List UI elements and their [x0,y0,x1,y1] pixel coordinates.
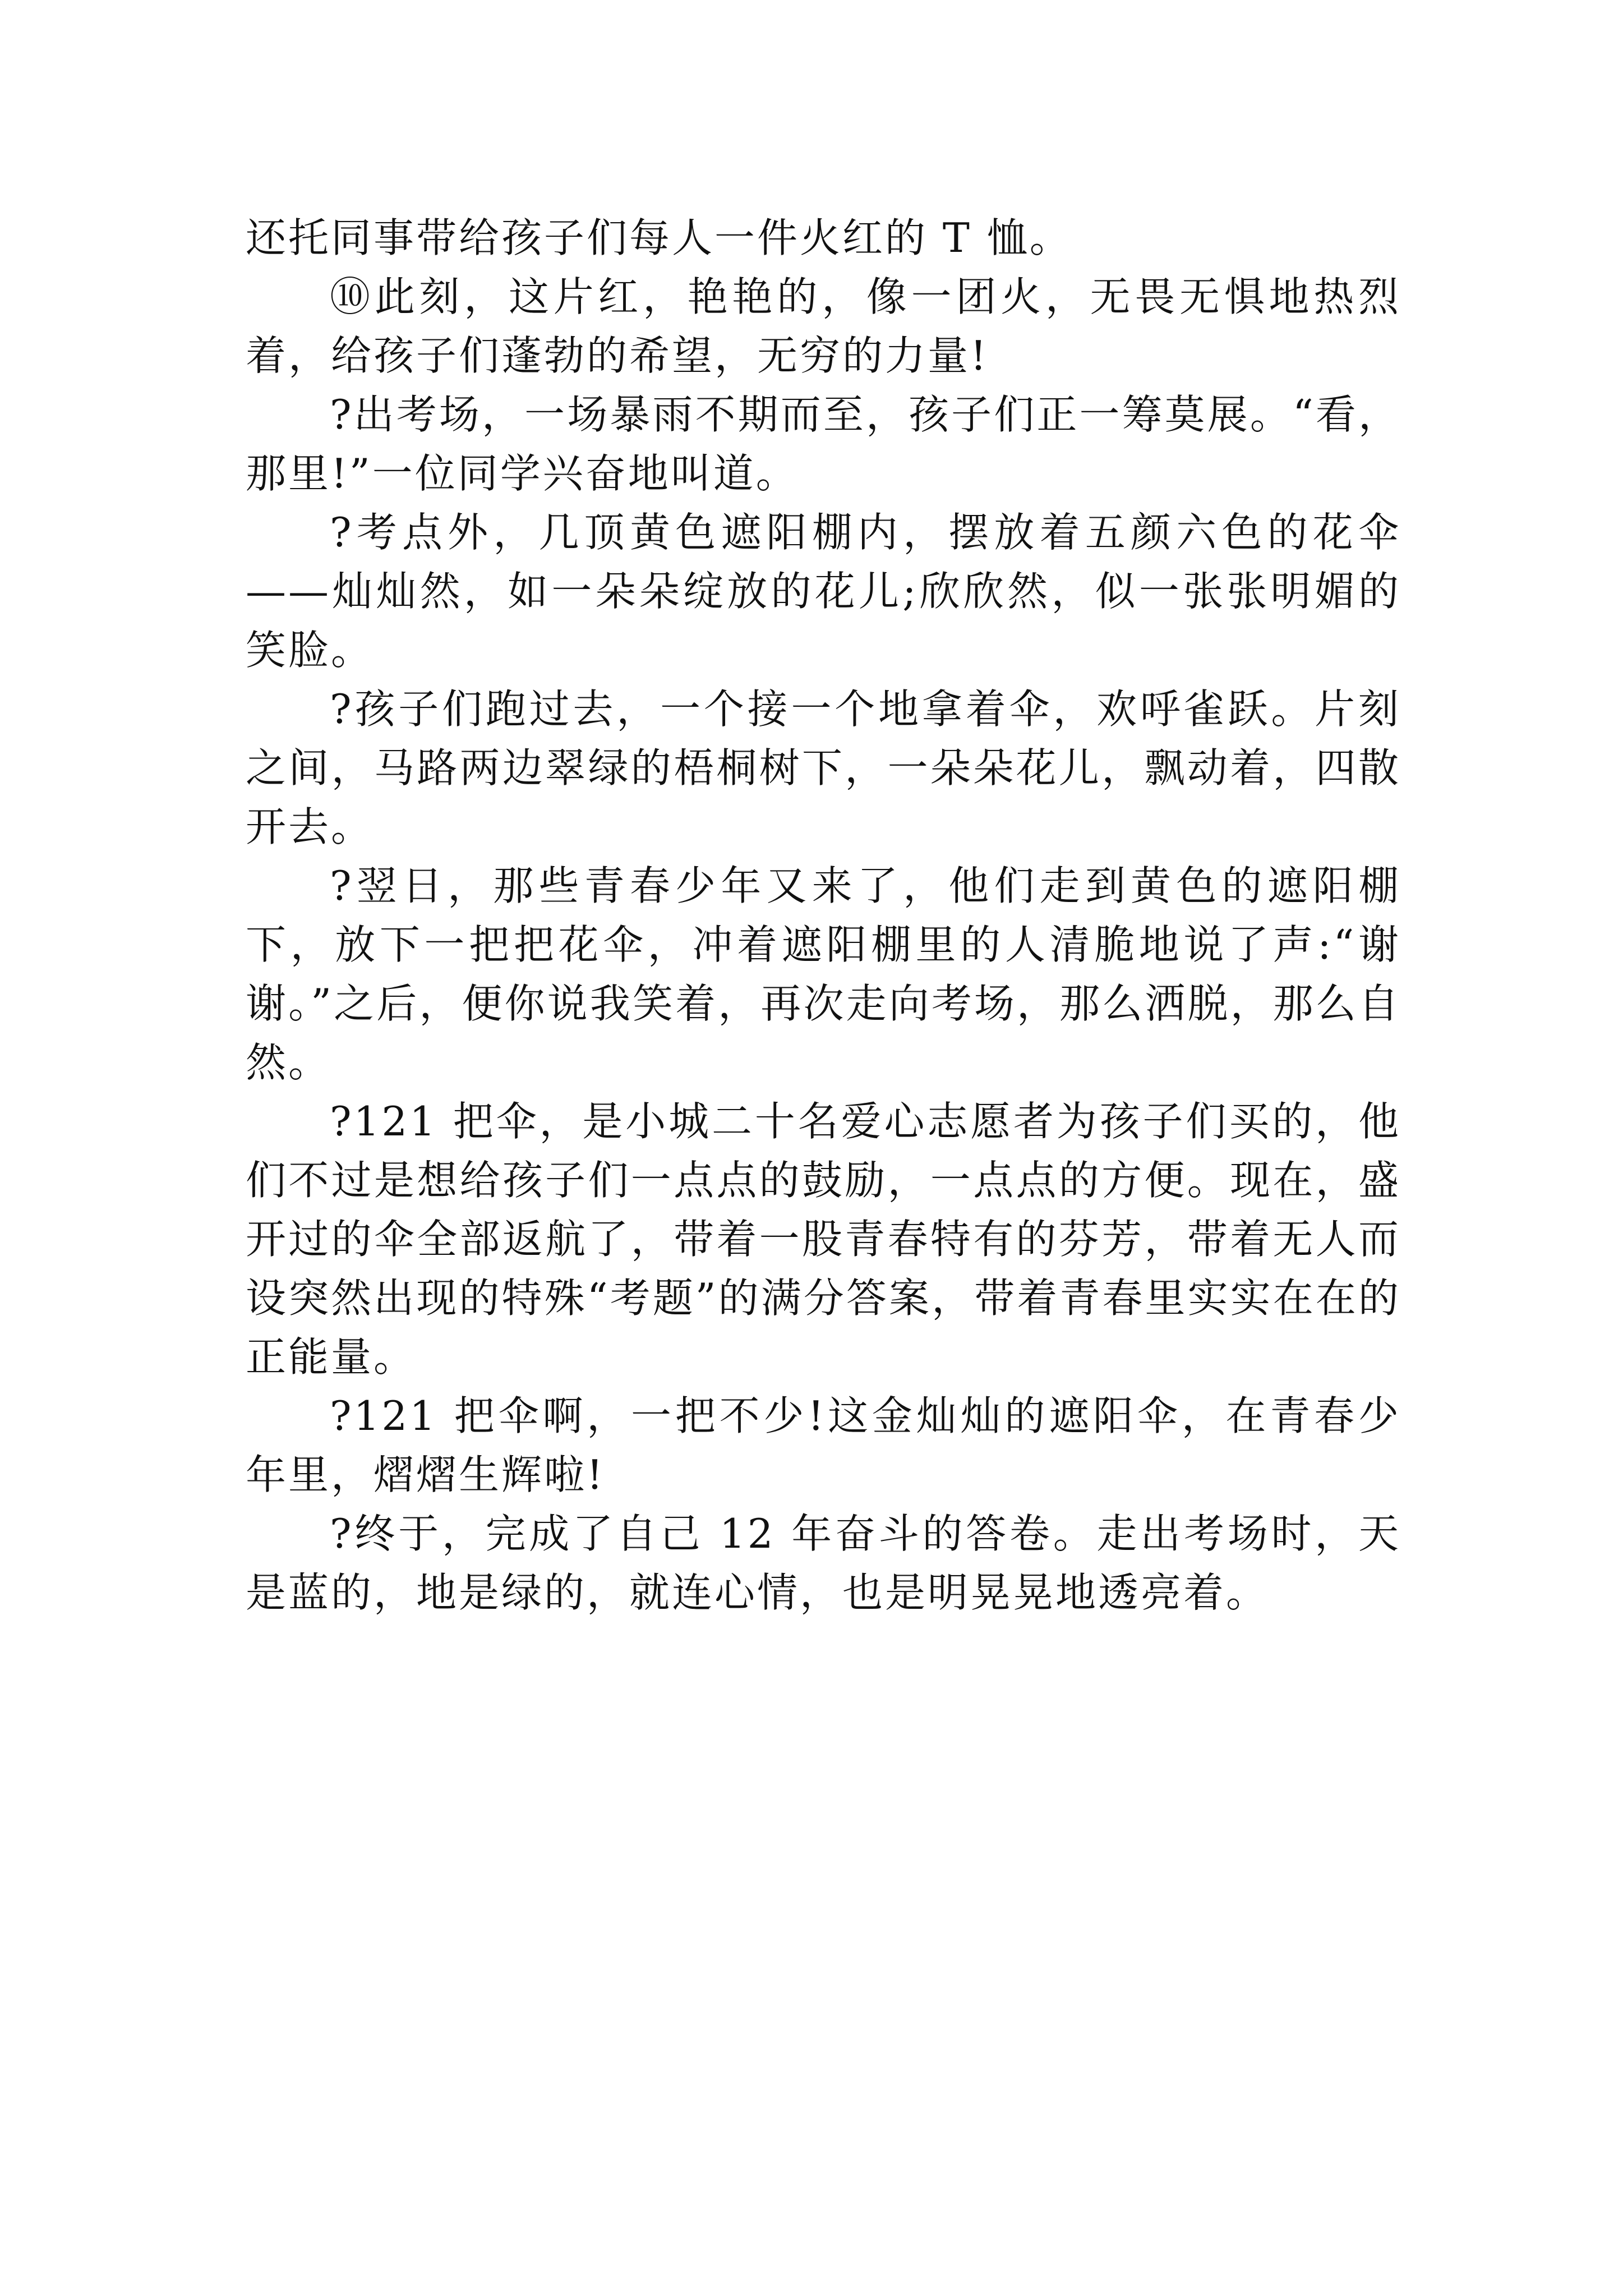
paragraph-15: ?121 把伞，是小城二十名爱心志愿者为孩子们买的，他们不过是想给孩子们一点点的鼓励，一点点的方便。现在，盛开过的伞全部返航了，带着一股青春特有的芬芳，带着无人而设突然出现的特殊“考题”的满分答案，带着青春里实实在在的正能量。 [246,1098,1401,1381]
paragraph-12: ?考点外，几顶黄色遮阳棚内，摆放着五颜六色的花伞——灿灿然，如一朵朵绽放的花儿;欣欣然，似一张张明媚的笑脸。 [246,509,1401,674]
paragraph-continuation: 还托同事带给孩子们每人一件火红的 T 恤。 [246,214,1072,261]
paragraph-14: ?翌日，那些青春少年又来了，他们走到黄色的遮阳棚下，放下一把把花伞，冲着遮阳棚里的人清脆地说了声:“谢谢。”之后，便你说我笑着，再次走向考场，那么洒脱，那么自然。 [246,862,1401,1086]
paragraph-10: ⑩此刻，这片红，艳艳的，像一团火，无畏无惧地热烈着，给孩子们蓬勃的希望，无穷的力量! [246,273,1401,379]
paragraph-17: ?终于，完成了自己 12 年奋斗的答卷。走出考场时，天是蓝的，地是绿的，就连心情，也是明晃晃地透亮着。 [246,1510,1401,1616]
paragraph-11: ?出考场，一场暴雨不期而至，孩子们正一筹莫展。“看，那里!”一位同学兴奋地叫道。 [246,391,1401,497]
paragraph-13: ?孩子们跑过去，一个接一个地拿着伞，欢呼雀跃。片刻之间，马路两边翠绿的梧桐树下，一朵朵花儿，飘动着，四散开去。 [246,685,1401,850]
paragraph-16: ?121 把伞啊，一把不少!这金灿灿的遮阳伞，在青春少年里，熠熠生辉啦! [246,1392,1401,1498]
document-body [246,209,1401,1622]
